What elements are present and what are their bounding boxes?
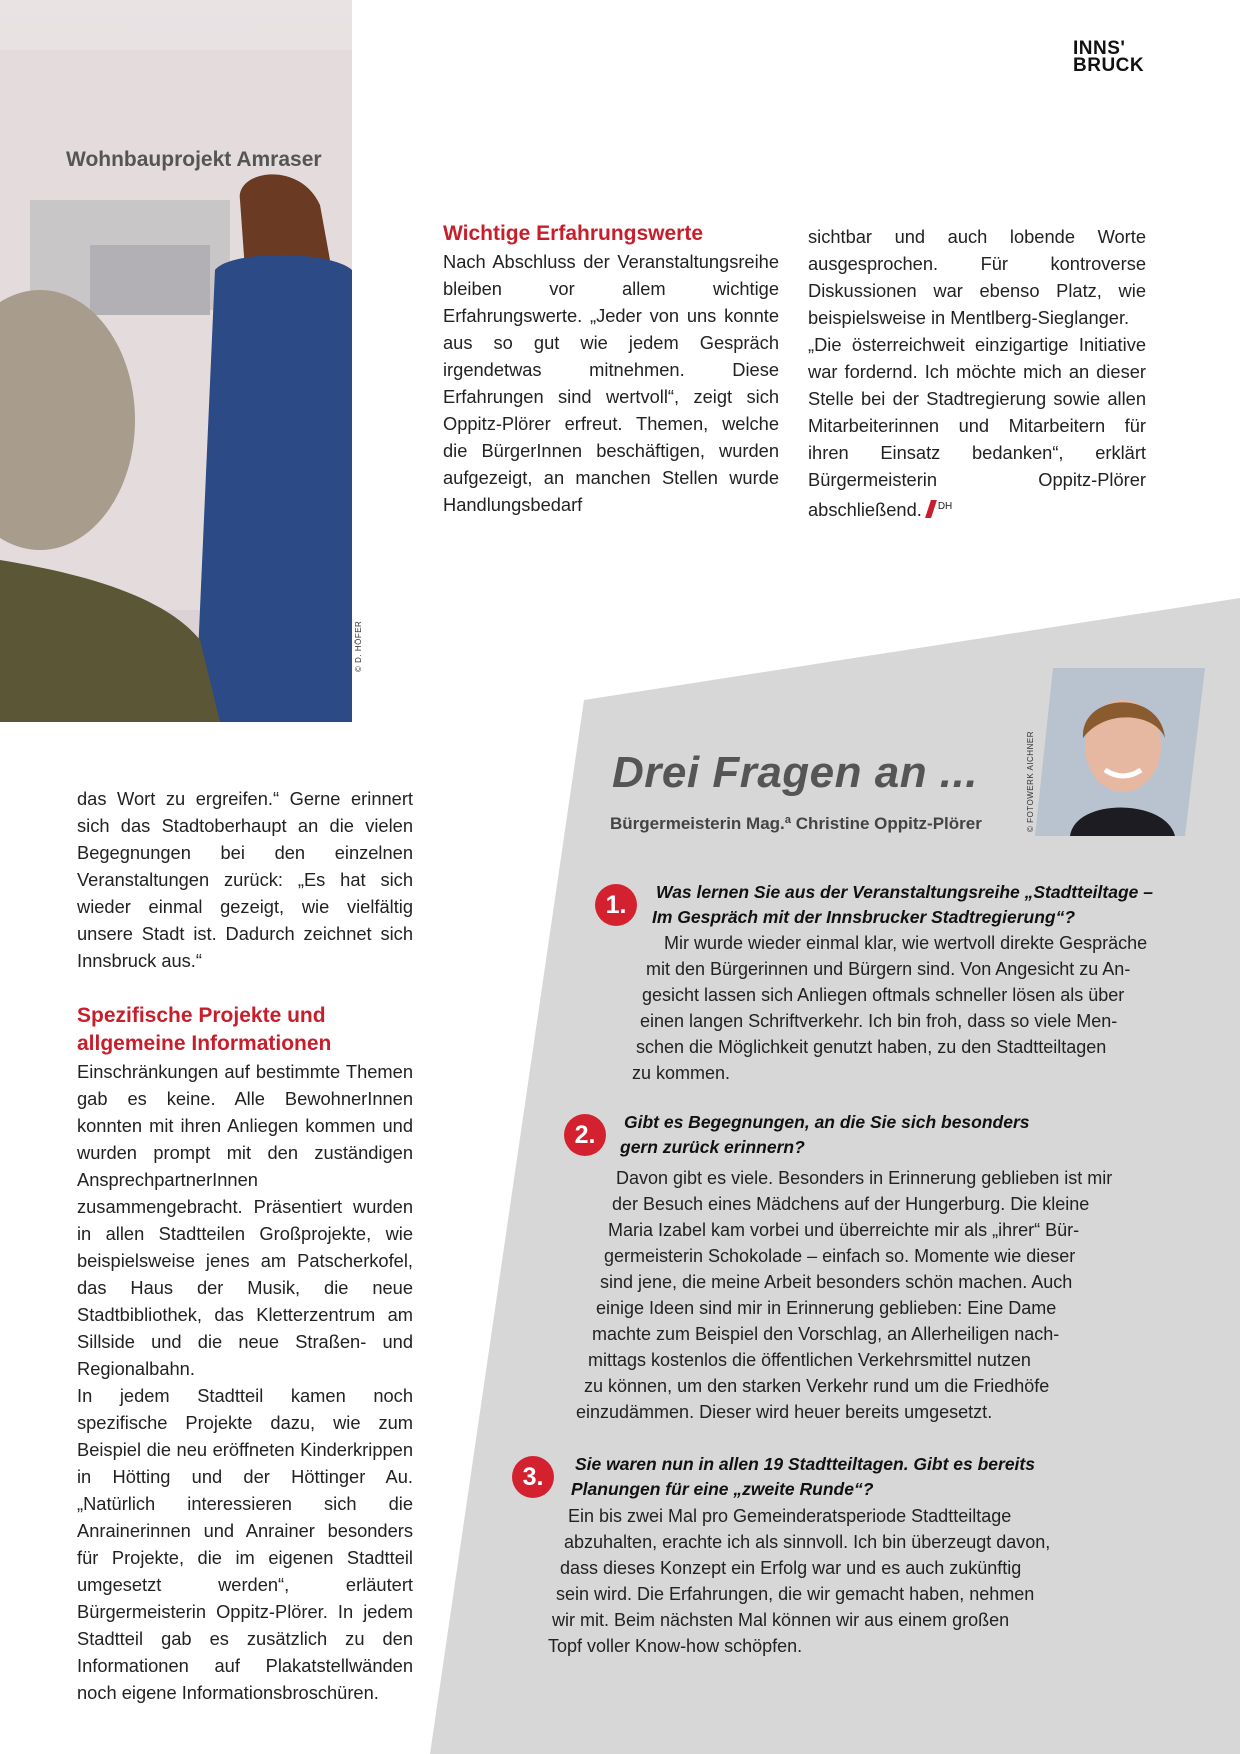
question-line: Planungen für eine „zweite Runde“? — [571, 1479, 874, 1499]
question-number-badge: 3. — [512, 1456, 554, 1498]
answer-line: zu können, um den starken Verkehr rund um die Friedhöfe — [584, 1376, 1050, 1396]
question-line: Im Gespräch mit der Innsbrucker Stadtregierung“? — [652, 907, 1076, 927]
question-text — [652, 880, 1153, 930]
event-photo — [0, 0, 352, 722]
answer-line: abzuhalten, erachte ich als sinnvoll. Ich bin überzeugt davon, — [564, 1532, 1051, 1552]
question-line: Sie waren nun in allen 19 Stadtteiltagen. Gibt es bereits — [575, 1454, 1035, 1474]
end-mark-icon — [925, 500, 937, 518]
article-paragraph: sichtbar und auch lobende Worte ausgesprochen. Für kontroverse Diskussionen war ebenso Platz, wie beispielsweise in Mentlberg-Sieglanger. — [808, 226, 1146, 328]
answer-line: Mir wurde wieder einmal klar, wie wertvoll direkte Gespräche — [664, 933, 1148, 953]
portrait-credit: © FOTOWERK AICHNER — [1026, 731, 1035, 832]
question-number-badge: 1. — [595, 884, 637, 926]
interview-subtitle: Bürgermeisterin Mag.ª Christine Oppitz-Plörer — [610, 814, 982, 833]
answer-line: gesicht lassen sich Anliegen oftmals schneller lösen als über — [642, 985, 1125, 1005]
author-initials: DH — [937, 501, 953, 512]
article-paragraph: Einschränkungen auf bestimmte Themen gab es keine. Alle BewohnerInnen konnten mit ihren Anliegen kommen und wurden prompt mit den zuständigen AnsprechpartnerInnen zusammengebracht. Präsentiert wurden in allen Stadtteilen Großprojekte, wie beispielsweise jenes am Patscherkofel, das Haus der Musik, die neue Stadtbibliothek, das Kletterzentrum am Sillside und die neue Straßen- und Regionalbahn. — [77, 1061, 413, 1379]
innsbruck-logo — [1073, 40, 1144, 74]
answer-line: mittags kostenlos die öffentlichen Verkehrsmittel nutzen — [588, 1350, 1031, 1370]
article-quote-paragraph — [808, 331, 1146, 523]
answer-line: dass dieses Konzept ein Erfolg war und es auch zukünftig — [560, 1558, 1022, 1578]
photo-sign-text: Wohnbauprojekt Amraser — [66, 148, 322, 171]
answer-line: der Besuch eines Mädchens auf der Hungerburg. Die kleine — [612, 1194, 1090, 1214]
question-line: Gibt es Begegnungen, an die Sie sich besonders — [624, 1112, 1030, 1132]
heading-line: allgemeine Informationen — [77, 1032, 332, 1055]
answer-line: Ein bis zwei Mal pro Gemeinderatsperiode Stadtteiltage — [568, 1506, 1012, 1526]
section-heading-projekte — [77, 1002, 413, 1058]
interview-title: Drei Fragen an ... — [612, 748, 978, 797]
article-column-lower-left — [77, 785, 413, 1706]
answer-line: Topf voller Know-how schöpfen. — [548, 1636, 803, 1656]
answer-line: zu kommen. — [632, 1063, 731, 1083]
answer-line: einige Ideen sind mir in Erinnerung geblieben: Eine Dame — [596, 1298, 1057, 1318]
question-line: Was lernen Sie aus der Veranstaltungsreihe „Stadtteiltage – — [656, 882, 1153, 902]
answer-line: sein wird. Die Erfahrungen, die wir gemacht haben, nehmen — [556, 1584, 1035, 1604]
section-heading-erfahrungswerte: Wichtige Erfahrungswerte — [443, 222, 704, 245]
heading-line: Spezifische Projekte und — [77, 1004, 326, 1027]
answer-text — [632, 930, 1147, 1086]
answer-line: Davon gibt es viele. Besonders in Erinnerung geblieben ist mir — [616, 1168, 1113, 1188]
question-text — [620, 1110, 1030, 1160]
answer-line: wir mit. Beim nächsten Mal können wir aus einem großen — [552, 1610, 1010, 1630]
article-column-upper-right — [808, 223, 1146, 523]
answer-text — [548, 1503, 1050, 1659]
answer-line: sind jene, die meine Arbeit besonders schön machen. Auch — [600, 1272, 1073, 1292]
article-column-upper-left — [443, 220, 779, 518]
answer-line: schen die Möglichkeit genutzt haben, zu den Stadtteiltagen — [636, 1037, 1107, 1057]
photo-credit: © D. HÖFER — [354, 620, 363, 672]
article-paragraph: In jedem Stadtteil kamen noch spezifische Projekte dazu, wie zum Beispiel die neu eröffneten Kinderkrippen in Hötting und der Höttinger Au. „Natürlich interessieren sich die Anrainerinnen und Anrainer besonders für Projekte, die im eigenen Stadtteil umgesetzt werden“, erläutert Bürgermeisterin Oppitz-Plörer. In jedem Stadtteil gab es zusätzlich zu den Informationen auf Plakatstellwänden noch eigene Informationsbroschüren. — [77, 1385, 413, 1703]
question-number-badge: 2. — [564, 1114, 606, 1156]
logo-line-1: INNS' — [1073, 38, 1126, 59]
article-quote-text: „Die österreichweit einzigartige Initiative war fordernd. Ich möchte mich an dieser Stelle bei der Stadtregierung sowie allen Mitarbeiterinnen und Mitarbeitern für ihren Einsatz bedanken“, erklärt Bürgermeisterin Oppitz-Plörer abschließend. — [808, 334, 1146, 521]
answer-line: mit den Bürgerinnen und Bürgern sind. Von Angesicht zu An- — [646, 959, 1131, 979]
answer-line: germeisterin Schokolade – einfach so. Momente wie dieser — [604, 1246, 1076, 1266]
article-paragraph: Nach Abschluss der Veranstaltungsreihe bleiben vor allem wichtige Erfahrungswerte. „Jeder von uns konnte aus so gut wie jedem Gespräch irgendetwas mitnehmen. Diese Erfahrungen sind wertvoll“, zeigt sich Oppitz-Plörer erfreut. Themen, welche die BürgerInnen beschäftigen, wurden aufgezeigt, an manchen Stellen wurde Handlungsbedarf — [443, 251, 779, 515]
question-line: gern zurück erinnern? — [620, 1137, 805, 1157]
logo-line-2: BRUCK — [1073, 55, 1145, 76]
answer-line: Maria Izabel kam vorbei und überreichte mir als „ihrer“ Bür- — [608, 1220, 1080, 1240]
answer-line: einzudämmen. Dieser wird heuer bereits umgesetzt. — [576, 1402, 993, 1422]
article-paragraph: das Wort zu ergreifen.“ Gerne erinnert sich das Stadtoberhaupt an die vielen Begegnungen bei den einzelnen Veranstaltungen zurück: „Es hat sich wieder einmal gezeigt, wie vielfältig unsere Stadt ist. Dadurch zeichnet sich Innsbruck aus.“ — [77, 788, 413, 971]
answer-text — [576, 1165, 1112, 1425]
portrait-photo — [1035, 668, 1205, 836]
answer-line: machte zum Beispiel den Vorschlag, an Allerheiligen nach- — [592, 1324, 1060, 1344]
answer-line: einen langen Schriftverkehr. Ich bin froh, dass so viele Men- — [640, 1011, 1118, 1031]
question-text — [571, 1452, 1035, 1502]
